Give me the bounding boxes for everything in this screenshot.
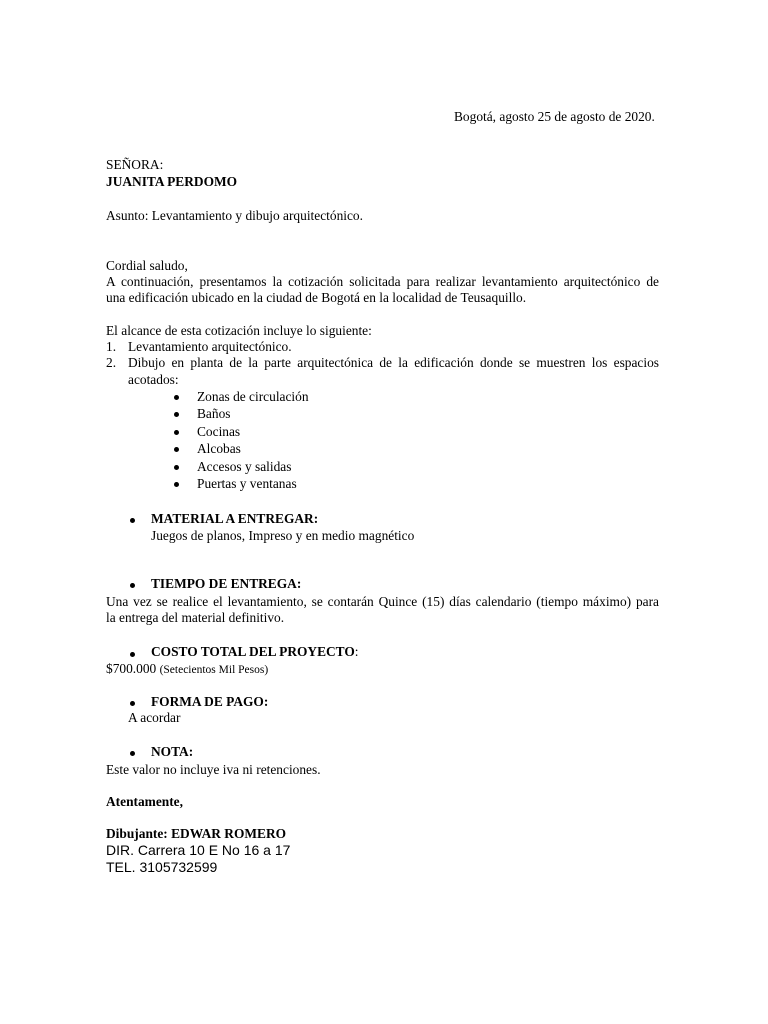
section-heading-material: MATERIAL A ENTREGAR: xyxy=(151,511,319,526)
costo-heading-colon: : xyxy=(354,644,359,659)
scope-item-text-continued: acotados: xyxy=(128,372,179,387)
greeting: Cordial saludo, xyxy=(106,258,188,273)
section-body-tiempo-line-2: la entrega del material definitivo. xyxy=(106,610,285,625)
scope-item-text: Dibujo en planta de la parte arquitectónica de la edificación donde se muestren los espacios xyxy=(128,355,659,370)
bullet-icon xyxy=(174,395,179,400)
bullet-icon xyxy=(130,751,135,756)
bullet-icon xyxy=(130,652,135,657)
section-heading-tiempo: TIEMPO DE ENTREGA: xyxy=(151,576,302,591)
section-heading-nota: NOTA: xyxy=(151,744,194,759)
bullet-icon xyxy=(174,465,179,470)
scope-item-text: Levantamiento arquitectónico. xyxy=(128,339,292,354)
bullet-icon xyxy=(174,412,179,417)
bullet-icon xyxy=(174,430,179,435)
list-item: Cocinas xyxy=(197,424,241,439)
bullet-icon xyxy=(130,701,135,706)
list-item: Alcobas xyxy=(197,441,241,456)
recipient-salutation: SEÑORA: xyxy=(106,157,164,172)
scope-intro: El alcance de esta cotización incluye lo siguiente: xyxy=(106,323,372,338)
section-body-costo xyxy=(106,660,268,679)
bullet-icon xyxy=(130,583,135,588)
recipient-name: JUANITA PERDOMO xyxy=(106,174,238,189)
list-item: Baños xyxy=(197,406,231,421)
section-body-nota: Este valor no incluye iva ni retenciones. xyxy=(106,762,321,777)
cost-amount: $700.000 xyxy=(106,661,157,676)
bullet-icon xyxy=(174,447,179,452)
subject-line: Asunto: Levantamiento y dibujo arquitectónico. xyxy=(106,208,363,223)
signature-phone: TEL. 3105732599 xyxy=(106,859,218,875)
bullet-icon xyxy=(174,482,179,487)
bullet-icon xyxy=(130,518,135,523)
intro-line-2: una edificación ubicado en la ciudad de Bogotá en la localidad de Teusaquillo. xyxy=(106,290,527,305)
costo-heading-text: COSTO TOTAL DEL PROYECTO xyxy=(151,644,355,659)
list-item: Accesos y salidas xyxy=(197,459,292,474)
section-body-pago: A acordar xyxy=(128,710,181,725)
cost-amount-words: (Setecientos Mil Pesos) xyxy=(159,664,269,676)
intro-line-1: A continuación, presentamos la cotización solicitada para realizar levantamiento arquitectónico de xyxy=(106,274,659,289)
signature-address: DIR. Carrera 10 E No 16 a 17 xyxy=(106,842,291,858)
list-item: Zonas de circulación xyxy=(197,389,309,404)
section-heading-pago: FORMA DE PAGO: xyxy=(151,694,269,709)
scope-item-number: 2. xyxy=(106,355,117,370)
date-line: Bogotá, agosto 25 de agosto de 2020. xyxy=(454,109,655,124)
list-item: Puertas y ventanas xyxy=(197,476,297,491)
section-heading-costo xyxy=(151,643,359,660)
signature-name: Dibujante: EDWAR ROMERO xyxy=(106,826,287,841)
section-body-material: Juegos de planos, Impreso y en medio magnético xyxy=(151,528,415,543)
closing: Atentamente, xyxy=(106,794,183,809)
section-body-tiempo-line-1: Una vez se realice el levantamiento, se contarán Quince (15) días calendario (tiempo máximo) para xyxy=(106,594,659,609)
scope-item-number: 1. xyxy=(106,339,117,354)
